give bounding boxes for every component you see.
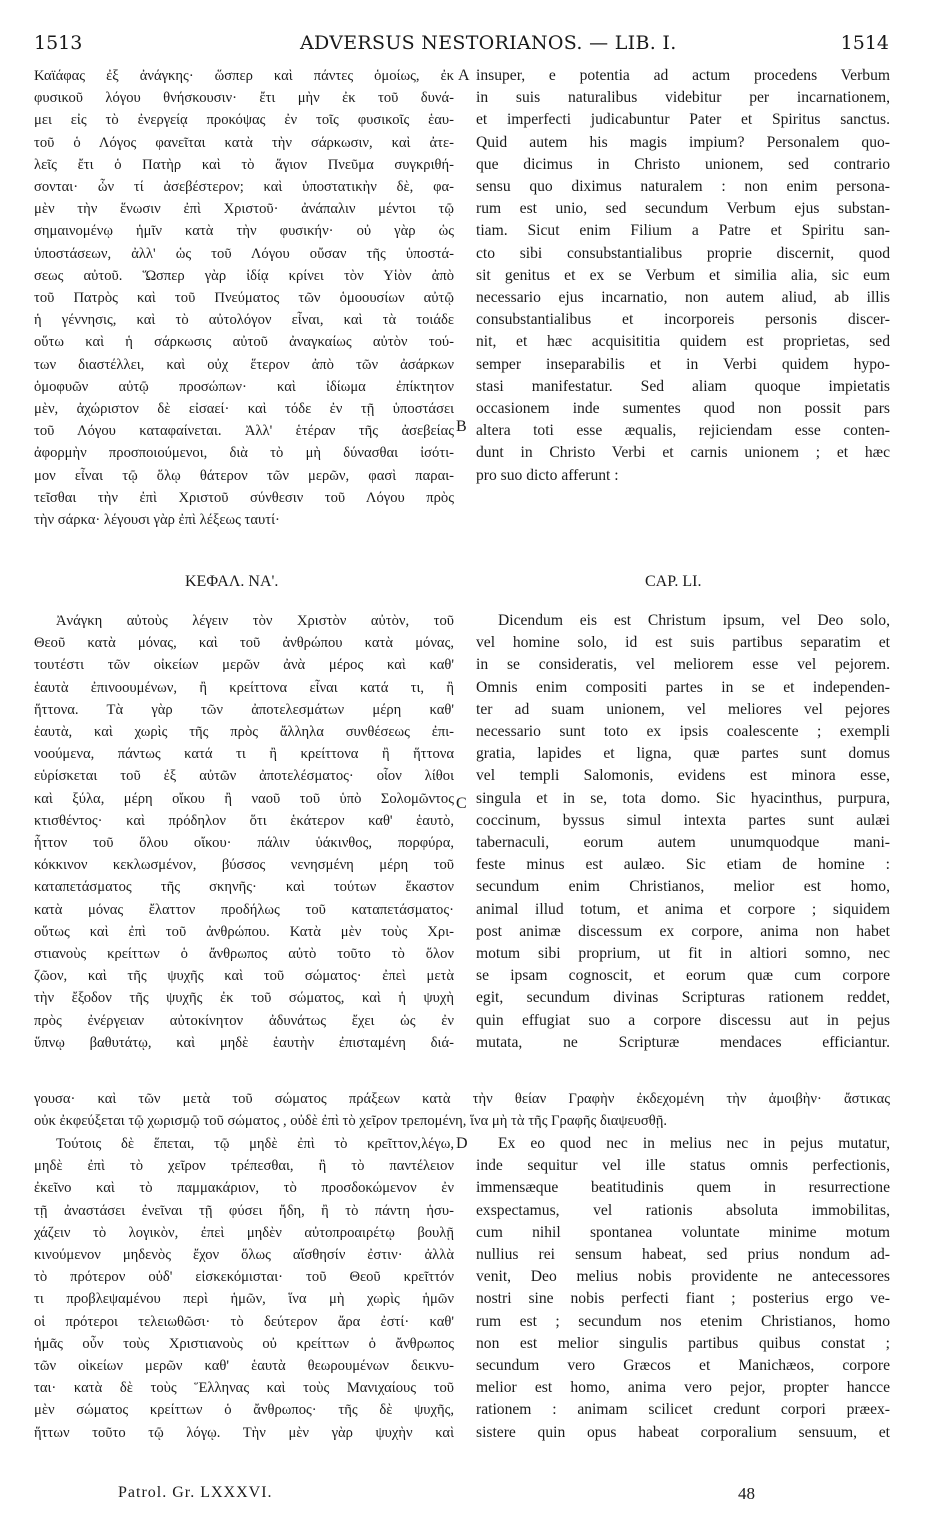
text-line: rum est ; secundum nos etenim Christianos, homo [476, 1312, 890, 1330]
text-line: tabernaculi, eorum autem unumquodque mani- [476, 834, 890, 852]
text-line: κινούμενον μηδενὸς ἔχον ὅλως αἴσθησίν ἐστιν· ἀλλὰ [34, 1247, 454, 1264]
text-line: φυσικοῦ λόγου θνήσκουσιν· ἔτι μὴν ἐκ τοῦ δυνά- [34, 90, 454, 107]
text-line: occasionem inde sumentes quod non possit pars [476, 400, 890, 418]
text-line: οὕτως καὶ ἐπὶ τοῦ ἀνθρώπου. Κατὰ μὲν τοὺς Χρι- [34, 923, 454, 940]
text-line: ται· κατὰ δὲ τοὺς Ἕλληνας καὶ τοὺς Μανιχαίους τοῦ [34, 1380, 454, 1397]
latin-column-bottom [476, 1133, 890, 1444]
text-line: ἡμᾶς οὖν τοὺς Χριστιανοὺς οὐ κρείττων ὁ ἄνθρωπος [34, 1335, 454, 1352]
text-line: καταπετάσματος τῆς σκηνῆς· καὶ τούτων ἕκαστον [34, 879, 454, 896]
text-line: vel homine solo, id est suis partibus separatim et [476, 634, 890, 652]
text-line: σονται· ὧν τί ἀσεβέστερον; καὶ ὑποστατικὴν δὲ, φα- [34, 179, 454, 196]
text-line: animal illud totum, et anima et corpore ; siquidem [476, 900, 890, 918]
text-line: nullius rei sensum habeat, sed prius nondum ad- [476, 1246, 890, 1264]
text-line: consubstantialibus et incorporeis personis discer- [476, 311, 890, 329]
running-title: ADVERSUS NESTORIANOS. — LIB. I. [300, 32, 677, 54]
page-number-left: 1513 [34, 32, 83, 54]
text-line: νοούμενα, πάντως κατά τι ἢ κρείττονα ἢ ἥττονα [34, 746, 454, 763]
latin-column-top [476, 65, 890, 487]
text-line: post animæ discessum ex corpore, anima non habet [476, 922, 890, 940]
text-line: secundum enim Christianos, melior est homo, [476, 878, 890, 896]
text-line: que dicimus in Christo unionem, sed contrario [476, 155, 890, 173]
text-line: κατὰ μόνας ἔλαττον προδήλως τοῦ καταπετάσματος· [34, 901, 454, 918]
text-line: in se consideratis, vel meliorem esse vel pejorem. [476, 656, 890, 674]
text-line: λεῖς ἔτι ὁ Πατὴρ καὶ τὸ ἅγιον Πνεῦμα συγκριθή- [34, 156, 454, 173]
text-line: πρὸς ἐνέργειαν αὐτοκίνητον ἀδυνάτως ἔχει ὡς ἐν [34, 1012, 454, 1029]
text-line: Ex eo quod nec in melius nec in pejus mutatur, [498, 1135, 890, 1152]
text-line: secundum vero Græcos et Manichæos, corpore [476, 1357, 890, 1375]
text-line: χάζειν τὸ λογικὸν, ἐπεὶ μηδὲν αὐτοπροαιρέτῳ βουλῇ [34, 1224, 454, 1241]
spanning-line-1: γουσα· καὶ τῶν μετὰ τοῦ σώματος πράξεων κατὰ τὴν θείαν Γραφὴν ἐκδεχομένη τὴν ἀμοιβὴν· ἄστικας [34, 1091, 890, 1107]
text-line: μὲν σώματος κρείττων ὁ ἄνθρωπος· τῆς δὲ ψυχῆς, [34, 1402, 454, 1419]
text-line: οὕτω καὶ ἡ σάρκωσις αὐτοῦ ἀναγκαίως αὐτὸν τού- [34, 334, 454, 351]
text-line: ter ad suam unionem, vel meliores vel pejores [476, 700, 890, 718]
text-line: cto sibi consubstantialibus proprie discernit, quod [476, 244, 890, 262]
text-line: τῶν οἰκείων μερῶν καθ' ἑαυτὰ θεωρουμένων δεικνυ- [34, 1358, 454, 1375]
text-line: των διαστέλλει, καὶ οὐχ ἕτερον ἀπὸ τῶν ἀσάρκων [34, 356, 454, 373]
text-line: μὲν τὴν ἕνωσιν ἐπὶ Χριστοῦ· ἀνάπαλιν μέντοι τῷ [34, 201, 454, 218]
greek-column-top [34, 65, 454, 531]
text-line: sensu quo diximus naturalem : non enim persona- [476, 178, 890, 196]
text-line: immensæque beatitudinis quem in resurrectione [476, 1179, 890, 1197]
margin-letter-d: D [456, 1135, 468, 1152]
text-line: Τούτοις δὲ ἕπεται, τῷ μηδὲ ἐπὶ τὸ κρεῖττον,λέγω, [56, 1136, 454, 1152]
text-line: non est melior singulis partibus quibus constat ; [476, 1334, 890, 1352]
text-line: καὶ ξύλα, μέρη οἴκου ἢ ναοῦ τοῦ ὑπὸ Σολομῶντος [34, 790, 454, 807]
text-line: necessario sunt toto ex ipsis coalescente ; exempli [476, 723, 890, 741]
spanning-line-2: οὐκ ἐκφεύξεται τῷ χωρισμῷ τοῦ σώματος , οὐδὲ ἐπὶ τὸ χεῖρον τρεπομένη, ἵνα μὴ τὰ τῆς Γραφῆς διαψευσθῇ. [34, 1113, 668, 1129]
text-line: quin effugiat suo a corpore discessu aut in pejus [476, 1011, 890, 1029]
text-line: εὑρίσκεται τοῦ ἐξ αὐτῶν ἀποτελέσματος· οἷον λίθοι [34, 768, 454, 785]
text-line: ἧττον τοῦ ὅλου οἴκου· πάλιν ὑάκινθος, πορφύρα, [34, 835, 454, 852]
latin-column-middle [476, 610, 890, 1054]
text-line: altera toti esse æqualis, rejiciendam esse conten- [476, 422, 890, 440]
text-line: ἥττων τοῦτο τῷ λόγῳ. Τὴν μὲν γὰρ ψυχὴν καὶ [34, 1424, 454, 1441]
text-line: mutata, ne Scripturæ mendaces efficiantur. [476, 1033, 890, 1051]
text-line: insuper, e potentia ad actum procedens Verbum [476, 67, 890, 84]
text-line: venit, Deo melius nobis providente ne antecessores [476, 1268, 890, 1286]
text-line: motum sibi proprium, ut fit in altiori somno, nec [476, 945, 890, 963]
text-line: ἀφορμὴν προσποιούμενοι, διὰ τὸ μὴ δύνασθαι ἰσότι- [34, 445, 454, 462]
text-line: se ipsam cognoscit, et eorum quæ cum corpore [476, 967, 890, 985]
text-line: τοῦ Λόγου καταφαίνεται. Ἀλλ' ἑτέραν τῆς ἀσεβείας [34, 423, 454, 440]
text-line: κόκκινον κεκλωσμένον, βύσσος νενησμένη μέρη τοῦ [34, 857, 454, 874]
text-line: κτισθέντος· καὶ πρόδηλον ὅτι ἑκάτερον καθ' ἑαυτὸ, [34, 812, 454, 829]
margin-letter-a: A [458, 67, 470, 84]
text-line: Ἀνάγκη αὐτοὺς λέγειν τὸν Χριστὸν αὐτὸν, τοῦ [56, 613, 454, 629]
text-line: σεως αὐτοῦ. Ὥσπερ γὰρ ἰδίᾳ κρίνει τὸν Υἱὸν ἀπὸ [34, 267, 454, 284]
text-line: Omnis enim compositi partes in se et independen- [476, 678, 890, 696]
chapter-heading-greek: ΚΕΦΑΛ. ΝΑ'. [185, 573, 279, 590]
text-line: μηδὲ ἐπὶ τὸ χεῖρον τρέπεσθαι, ἢ τὸ παντέλειον [34, 1158, 454, 1175]
text-line: ζῶον, καὶ τῆς ψυχῆς καὶ τοῦ σώματος· ἐπεὶ μετὰ [34, 968, 454, 985]
text-line: tiam. Sicut enim Filium a Patre et Spiritu san- [476, 222, 890, 240]
text-line: ἡ γέννησις, καὶ τὸ αὐτολόγον εἶναι, καὶ τὰ τοιάδε [34, 312, 454, 329]
text-line: ἑαυτὰ ἐπινοουμένων, ἢ κρείττονα εἶναι κατά τι, ἢ [34, 679, 454, 696]
margin-letter-b: B [456, 418, 467, 435]
text-line: dunt in Christo Verbi et carnis unionem ; et hæc [476, 444, 890, 462]
text-line: μει εἰς τὸ ἐνεργείᾳ προκόψας ἐν τοῖς φυσικοῖς ἑαυ- [34, 112, 454, 129]
text-line: rationem : animam scilicet credunt corpori præex- [476, 1401, 890, 1419]
margin-letter-c: C [456, 795, 467, 812]
text-line: ὕπνῳ βαθυτάτῳ, καὶ μηδὲ ἑαυτὴν ἐπισταμένη διά- [34, 1034, 454, 1051]
text-line: ἥττονα. Τὰ γὰρ τῶν ἀποτελεσμάτων μέρη καθ' [34, 701, 454, 718]
greek-column-middle [34, 610, 454, 1054]
text-line: Καϊάφας ἐξ ἀνάγκης· ὥσπερ καὶ πάντες ὁμοίως, ἐκ [34, 68, 454, 84]
text-line: μον εἶναι τῷ ὅλῳ θάτερον τῶν μερῶν, φασὶ παραι- [34, 467, 454, 484]
footer-sheet-number: 48 [738, 1484, 755, 1503]
text-line: τὴν ἔξοδον τῆς ψυχῆς ἐκ τοῦ σώματος, καὶ ἡ ψυχὴ [34, 990, 454, 1007]
text-line: μὲν, ἀχώριστον δὲ εἰσαεί· καὶ τόδε ἐν τῇ ὑποστάσει [34, 401, 454, 418]
text-line: melior est homo, anima vero pejor, propter hancce [476, 1379, 890, 1397]
text-line: semper inseparabilis et in Verbi quidem hypo- [476, 355, 890, 373]
text-line: τῇ ἀναστάσει ἐνεῖναι τῇ φύσει ἤδη, ἢ τὸ πάντη ἡσυ- [34, 1202, 454, 1219]
text-line: vel templi Salomonis, evidens est minora esse, [476, 767, 890, 785]
text-line: stasi manifestatur. Sed aliam quoque impietatis [476, 377, 890, 395]
text-line: ὑποστάσεων, ἀλλ' ὡς τοῦ Λόγου οὔσαν τῆς ὑποστά- [34, 245, 454, 262]
text-line: ἐκεῖνο καὶ τὸ παμμακάριον, τὸ προσδοκώμενον ἐν [34, 1180, 454, 1197]
text-line: Θεοῦ κατὰ μόνας, καὶ τοῦ ἀνθρώπου κατὰ μόνας, [34, 635, 454, 652]
text-line: pro suo dicto afferunt : [476, 466, 619, 484]
text-line: Dicendum eis est Christum ipsum, vel Deo solo, [498, 612, 890, 629]
text-line: στιανοὺς κρείττων ὁ ἄνθρωπος αὐτὸ τοῦτο τὸ ὅλον [34, 946, 454, 963]
text-line: οἱ πρότεροι τελειωθῶσι· τὸ δεύτερον ἄρα ἐστί· καθ' [34, 1313, 454, 1330]
text-line: ὁμοφυῶν αὐτῷ προσώπων· καὶ ἰδίωμα ἐπίκτητον [34, 378, 454, 395]
text-line: in suis naturalibus videbitur per incarnationem, [476, 89, 890, 107]
text-line: τι προβλεψαμένου περὶ ἡμῶν, ἵνα μὴ χωρὶς ἡμῶν [34, 1291, 454, 1308]
text-line: exspectamus, vel rationis absoluta immobilitas, [476, 1201, 890, 1219]
text-line: τὸ πρότερον οὐδ' εἰσκεκόμισται· τοῦ Θεοῦ κρεῖττόν [34, 1269, 454, 1286]
text-line: sit genitus et ex se Verbum et similia alia, sic eum [476, 266, 890, 284]
text-line: coccinum, byssus simul intexta partes sunt aulæi [476, 811, 890, 829]
text-line: τὴν σάρκα· λέγουσι γὰρ ἐπὶ λέξεως ταυτί· [34, 512, 280, 529]
text-line: gratia, lapides et ligna, quæ partes sunt domus [476, 745, 890, 763]
greek-column-bottom [34, 1133, 454, 1444]
text-line: necessario ejus incarnatio, non autem aliud, ab illis [476, 289, 890, 307]
text-line: egit, secundum divinas Scripturas rationem reddet, [476, 989, 890, 1007]
text-line: σημαινομένῳ ἡμῖν κατὰ τὴν φυσικήν· οὐ γὰρ ὡς [34, 223, 454, 240]
page-number-right: 1514 [840, 32, 889, 54]
text-line: feste minus est aulæo. Sic etiam de homine : [476, 856, 890, 874]
text-line: inde sequitur vel ille status omnis perfectionis, [476, 1157, 890, 1175]
text-line: τεῖσθαι τὴν ἐπὶ Χριστοῦ σύνθεσιν τοῦ Λόγου πρὸς [34, 489, 454, 506]
chapter-heading-latin: CAP. LI. [645, 573, 702, 590]
text-line: Quid autem his magis impium? Personalem quo- [476, 133, 890, 151]
text-line: ἑαυτὰ, καὶ χωρὶς τῆς πρὸς ἄλληλα συνθέσεως ἐπι- [34, 724, 454, 741]
text-line: nostri sine nobis perfecti fiant ; posterius ergo ve- [476, 1290, 890, 1308]
text-line: τοῦ Πατρὸς καὶ τοῦ Πνεύματος τῶν ὁμοουσίων αὐτῷ [34, 290, 454, 307]
text-line: singula et in se, tota domo. Sic hyacinthus, purpura, [476, 789, 890, 807]
text-line: cum nihil spontanea voluntate minime motum [476, 1223, 890, 1241]
text-line: τοῦ ὁ Λόγος φανεῖται κατὰ τὴν σάρκωσιν, καὶ ἀτε- [34, 134, 454, 151]
text-line: τουτέστι τῶν οἰκείων μερῶν ἀνὰ μέρος καὶ καθ' [34, 657, 454, 674]
text-line: rum est unio, sed secundum Verbum ejus substan- [476, 200, 890, 218]
text-line: sistere quin opus habeat corporalium sensuum, et [476, 1423, 890, 1441]
text-line: et imperfecti judicabuntur Pater et Spiritus sanctus. [476, 111, 890, 129]
text-line: nit, et hæc acquisititia quidem est proprietas, sed [476, 333, 890, 351]
footer-series: Patrol. Gr. LXXXVI. [118, 1484, 273, 1501]
